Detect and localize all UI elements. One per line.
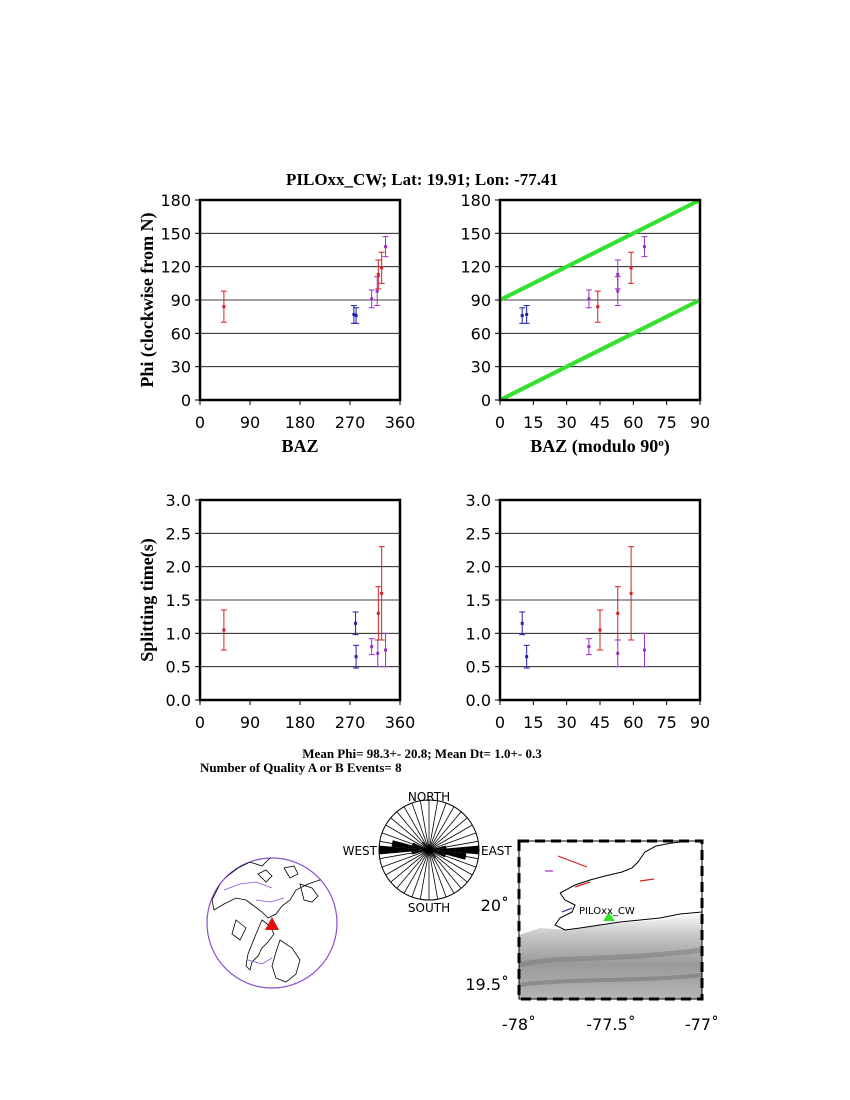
y-tick-label: 1.5 <box>165 591 191 610</box>
point-marker <box>376 290 379 293</box>
x-tick-label: 270 <box>334 713 366 732</box>
y-tick-label: 180 <box>160 191 191 210</box>
data-point <box>586 639 592 655</box>
x-tick-label: 30 <box>556 413 577 432</box>
y-axis-label: Splitting time(s) <box>137 538 157 662</box>
chart-phi_vs_baz_mod90 <box>460 191 710 457</box>
x-tick-label: 90 <box>239 413 261 432</box>
x-tick-label: 0 <box>494 413 506 432</box>
y-axis-label: Phi (clockwise from N) <box>137 212 157 388</box>
point-marker <box>630 592 633 595</box>
x-tick-label: 180 <box>284 713 316 732</box>
globe-inset <box>207 855 337 988</box>
data-point <box>221 291 227 322</box>
chart-dt_vs_baz_mod90 <box>466 491 711 732</box>
rose-label-south: SOUTH <box>407 901 451 915</box>
data-point <box>519 308 525 324</box>
y-tick-label: 2.0 <box>165 557 191 577</box>
chart-phi_vs_baz <box>137 191 415 456</box>
reference-line <box>500 200 700 300</box>
data-point <box>374 277 380 306</box>
x-tick-label: 15 <box>523 713 544 732</box>
x-tick-label: 30 <box>556 713 577 732</box>
data-point <box>369 639 375 655</box>
y-tick-label: 150 <box>460 224 491 244</box>
data-point <box>353 612 359 635</box>
x-tick-label: 270 <box>334 413 366 432</box>
data-point <box>519 612 525 635</box>
y-tick-label: 2.5 <box>165 524 191 544</box>
y-tick-label: 0.5 <box>165 657 191 677</box>
x-axis-label: BAZ <box>281 436 319 456</box>
data-point <box>221 610 227 650</box>
map-y-tick-label: 20˚ <box>480 896 509 915</box>
y-tick-label: 3.0 <box>165 491 191 510</box>
data-point <box>383 237 389 257</box>
y-tick-label: 0 <box>480 391 491 410</box>
y-tick-label: 0 <box>180 391 191 410</box>
data-point <box>628 547 634 640</box>
point-marker <box>616 273 619 276</box>
x-tick-label: 90 <box>239 713 261 732</box>
y-tick-label: 150 <box>160 224 191 244</box>
data-point <box>353 645 359 668</box>
data-point <box>586 290 592 308</box>
location-map <box>465 841 719 1034</box>
data-point <box>379 547 385 640</box>
point-marker <box>384 245 387 248</box>
data-point <box>628 252 634 283</box>
data-point <box>641 633 647 666</box>
point-marker <box>643 649 646 652</box>
y-tick-label: 1.5 <box>465 591 491 610</box>
rose-label-west: WEST <box>342 844 377 858</box>
y-tick-label: 60 <box>170 324 191 344</box>
y-tick-label: 1.0 <box>465 624 491 644</box>
data-point <box>369 290 375 308</box>
point-marker <box>354 622 357 625</box>
station-label: PILOxx_CW <box>579 906 635 917</box>
mean-summary: Mean Phi= 98.3+- 20.8; Mean Dt= 1.0+- 0.3 <box>302 746 542 761</box>
data-point <box>615 260 621 289</box>
plots-group <box>137 191 710 732</box>
y-tick-label: 180 <box>460 191 491 210</box>
y-tick-label: 1.0 <box>165 624 191 644</box>
x-tick-label: 45 <box>589 713 611 732</box>
data-point <box>595 291 601 322</box>
y-tick-label: 2.5 <box>465 524 491 544</box>
x-axis-label-sup: o <box>658 437 664 449</box>
x-tick-label: 0 <box>194 713 206 732</box>
x-tick-label: 360 <box>384 713 416 732</box>
x-tick-label: 60 <box>623 413 644 432</box>
x-tick-label: 0 <box>494 713 506 732</box>
data-point <box>383 633 389 666</box>
point-marker <box>587 297 590 300</box>
y-tick-label: 0.5 <box>465 657 491 677</box>
x-tick-label: 45 <box>589 413 611 432</box>
x-axis-label-end: ) <box>663 436 670 456</box>
rose-label-north: NORTH <box>407 790 451 804</box>
point-marker <box>377 612 380 615</box>
x-tick-label: 180 <box>284 413 316 432</box>
y-tick-label: 30 <box>470 357 491 377</box>
point-marker <box>599 629 602 632</box>
y-tick-label: 0.0 <box>165 691 191 710</box>
point-marker <box>370 297 373 300</box>
map-x-tick-label: -78˚ <box>501 1015 537 1034</box>
point-marker <box>616 612 619 615</box>
point-marker <box>222 629 225 632</box>
page-title: PILOxx_CW; Lat: 19.91; Lon: -77.41 <box>286 170 558 189</box>
data-point <box>615 640 621 667</box>
rose-label-east: EAST <box>481 844 512 858</box>
x-tick-label: 90 <box>689 713 711 732</box>
point-marker <box>370 645 373 648</box>
map-body <box>519 841 702 999</box>
x-tick-label: 15 <box>523 413 544 432</box>
point-marker <box>643 245 646 248</box>
point-marker <box>525 655 528 658</box>
point-marker <box>596 305 599 308</box>
y-tick-label: 2.0 <box>465 557 491 577</box>
x-tick-label: 75 <box>656 713 677 732</box>
data-point <box>641 237 647 257</box>
y-tick-label: 120 <box>460 257 491 277</box>
point-marker <box>521 314 524 317</box>
data-point <box>375 260 381 289</box>
map-y-tick-label: 19.5˚ <box>465 975 509 994</box>
point-marker <box>380 266 383 269</box>
point-marker <box>587 645 590 648</box>
point-marker <box>222 305 225 308</box>
point-marker <box>630 266 633 269</box>
point-marker <box>616 652 619 655</box>
y-tick-label: 30 <box>170 357 191 377</box>
reference-line <box>500 300 700 400</box>
point-marker <box>521 622 524 625</box>
x-tick-label: 90 <box>689 413 711 432</box>
x-tick-label: 60 <box>623 713 644 732</box>
y-tick-label: 0.0 <box>465 691 491 710</box>
y-tick-label: 90 <box>470 291 491 310</box>
data-point <box>615 587 621 640</box>
point-marker <box>384 649 387 652</box>
point-marker <box>616 290 619 293</box>
y-tick-label: 3.0 <box>465 491 491 510</box>
x-tick-label: 360 <box>384 413 416 432</box>
y-tick-label: 90 <box>170 291 191 310</box>
x-axis-label: BAZ (modulo 90$^o$) <box>530 436 670 456</box>
map-x-tick-label: -77˚ <box>684 1015 720 1034</box>
point-marker <box>355 314 358 317</box>
data-point <box>375 640 381 667</box>
data-point <box>597 610 603 650</box>
x-tick-label: 0 <box>194 413 206 432</box>
point-marker <box>380 592 383 595</box>
x-tick-label: 75 <box>656 413 677 432</box>
y-tick-label: 120 <box>160 257 191 277</box>
map-x-tick-label: -77.5˚ <box>586 1015 636 1034</box>
quality-count: Number of Quality A or B Events= 8 <box>200 760 402 775</box>
data-point <box>524 645 530 668</box>
chart-dt_vs_baz <box>137 491 415 732</box>
point-marker <box>376 652 379 655</box>
y-tick-label: 60 <box>470 324 491 344</box>
point-marker <box>525 313 528 316</box>
point-marker <box>377 273 380 276</box>
point-marker <box>355 655 358 658</box>
